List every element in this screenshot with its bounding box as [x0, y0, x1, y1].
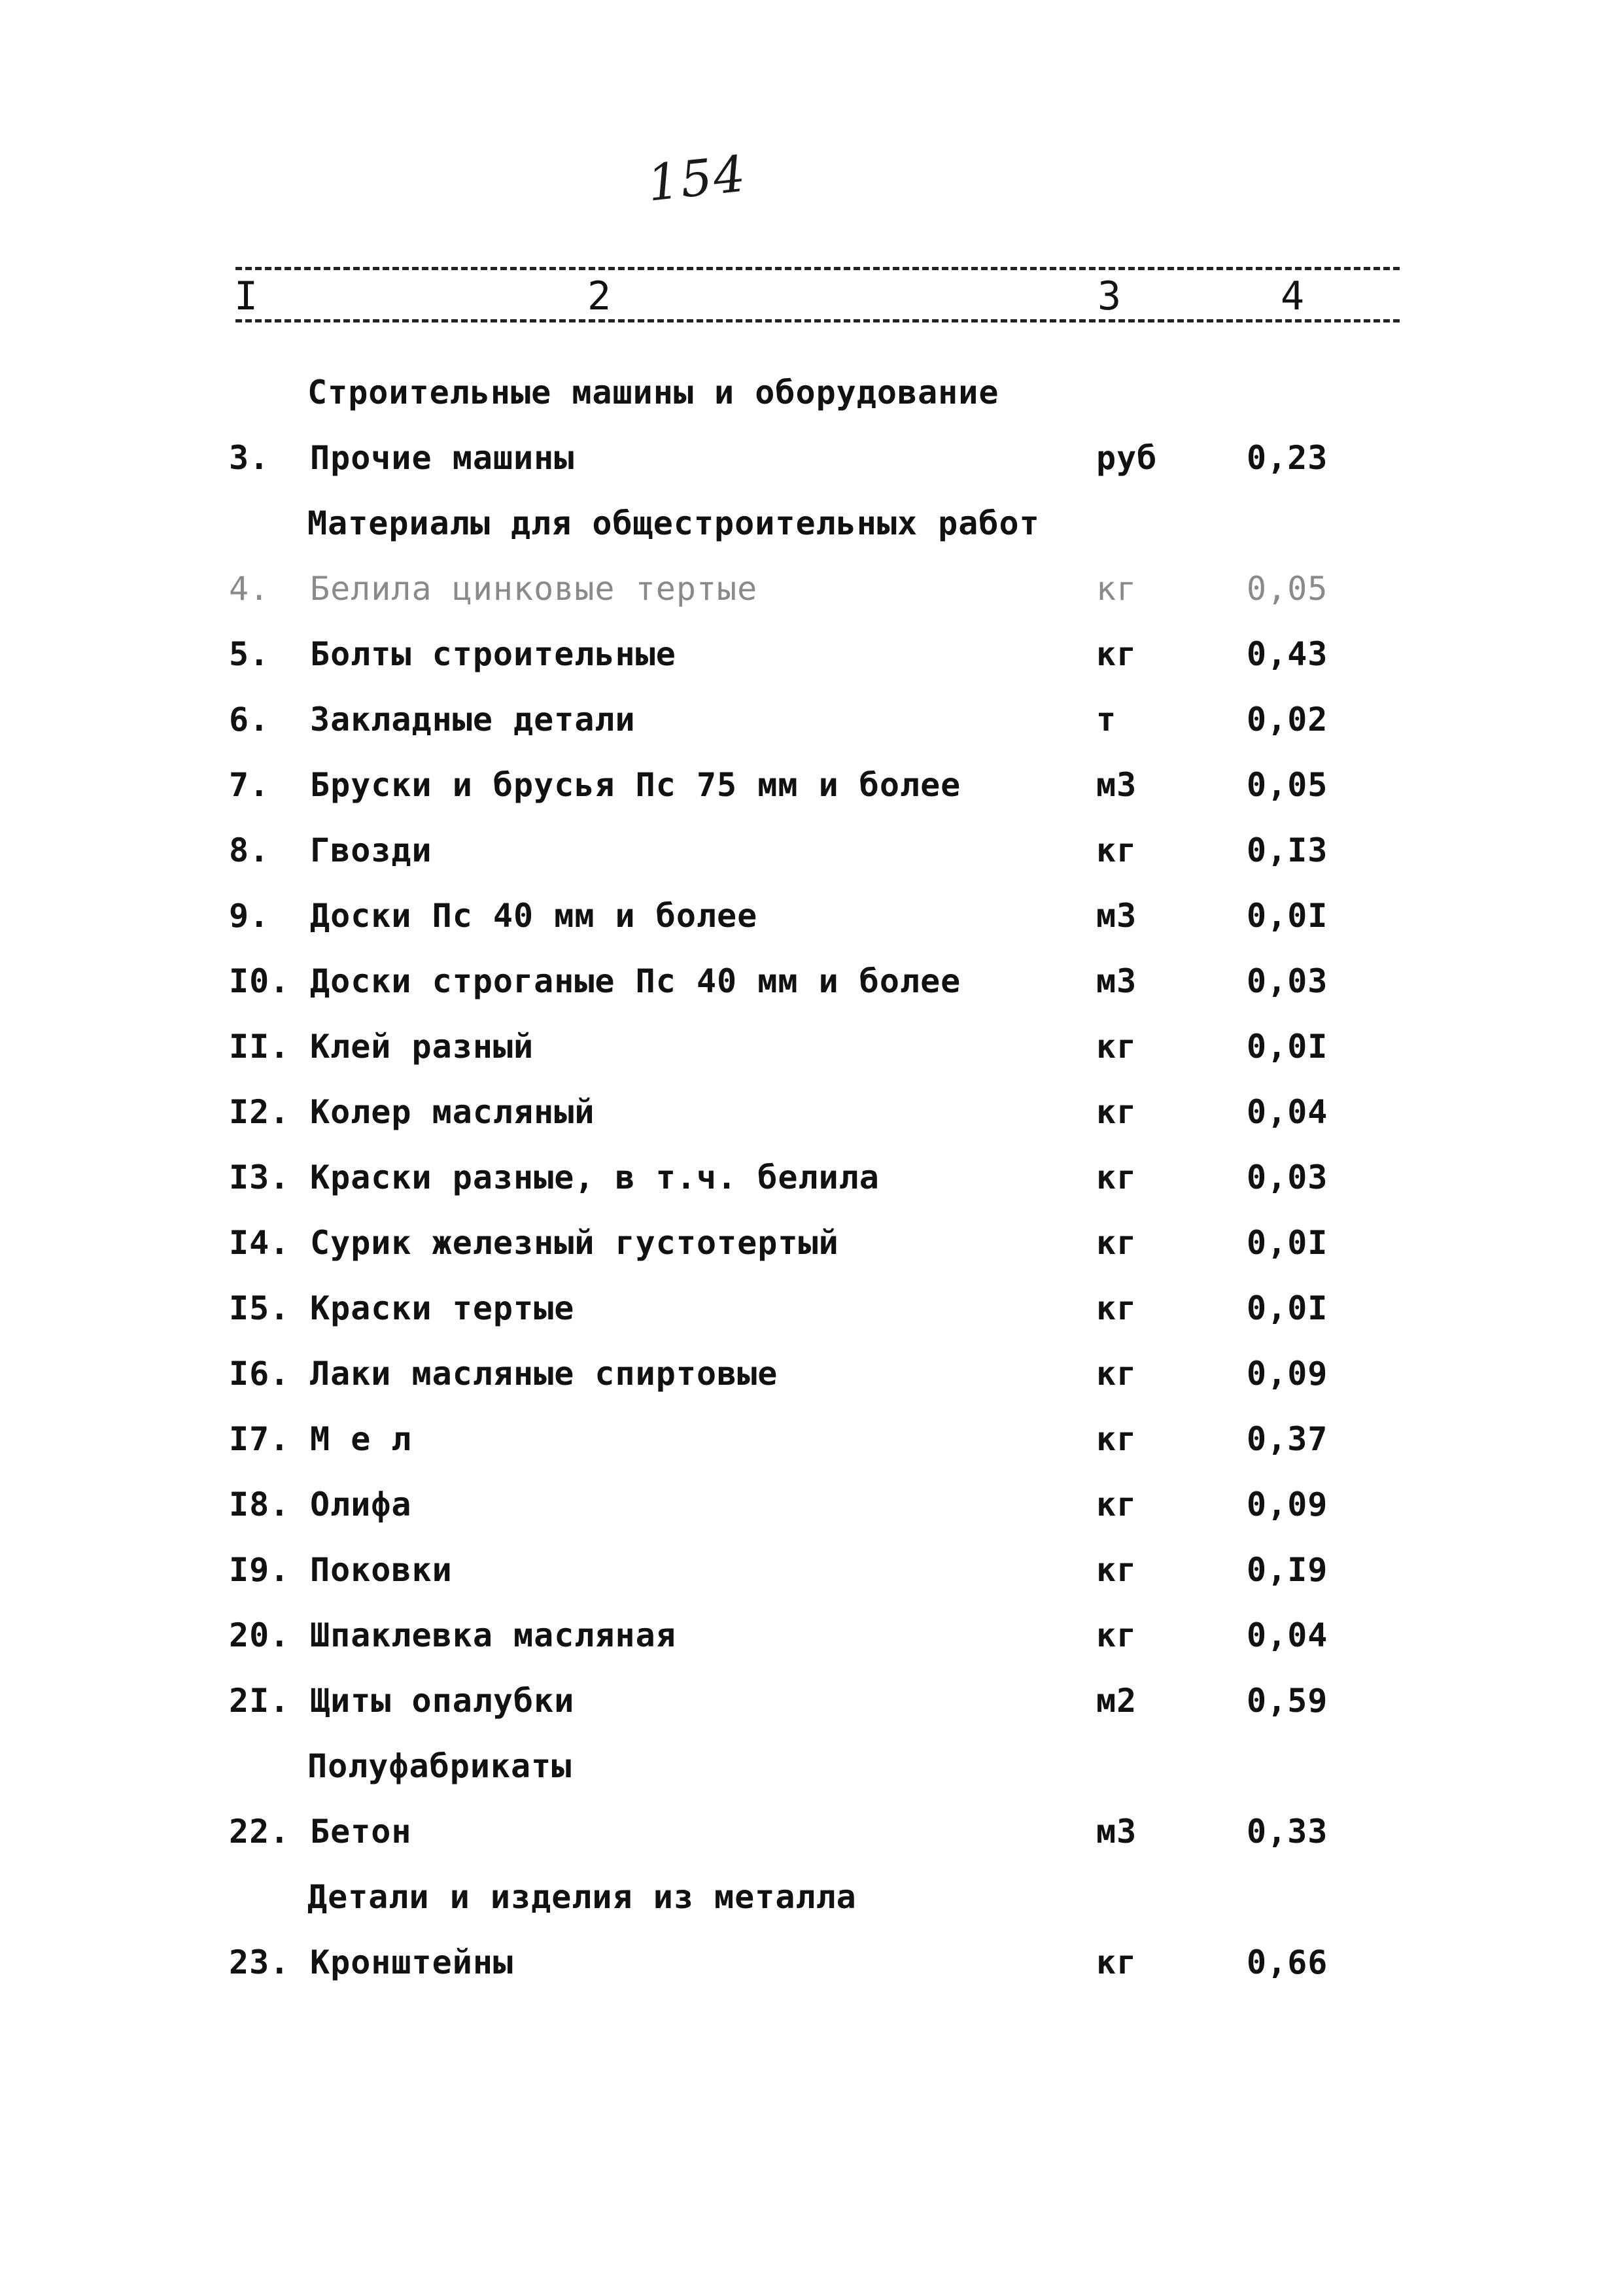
row-name: Колер масляный: [310, 1093, 595, 1131]
row-unit: руб: [1096, 439, 1158, 477]
column-header-1: I: [230, 275, 262, 318]
row-unit: м3: [1096, 1813, 1137, 1851]
row-quantity: 0,03: [1247, 962, 1328, 1000]
section-heading-row: [0, 1747, 1624, 1812]
table-row: [0, 569, 1624, 635]
row-quantity: 0,43: [1247, 635, 1328, 673]
table-row: [0, 896, 1624, 962]
row-unit: кг: [1096, 1616, 1137, 1654]
section-heading-row: [0, 1877, 1624, 1943]
row-unit: м2: [1096, 1682, 1137, 1720]
row-name: Лаки масляные спиртовые: [310, 1355, 778, 1393]
row-quantity: 0,59: [1247, 1682, 1328, 1720]
table-row: [0, 635, 1624, 700]
table-row: [0, 1223, 1624, 1289]
row-unit: кг: [1096, 1420, 1137, 1458]
row-unit: кг: [1096, 635, 1137, 673]
row-number: 9.: [229, 897, 270, 935]
row-number: 8.: [229, 831, 270, 869]
page-number: 154: [644, 144, 750, 213]
row-unit: кг: [1096, 1355, 1137, 1393]
table-row: [0, 1485, 1624, 1550]
row-name: Бетон: [310, 1813, 412, 1851]
row-unit: кг: [1096, 1093, 1137, 1131]
table-row: [0, 1092, 1624, 1158]
row-number: 3.: [229, 439, 270, 477]
row-quantity: 0,04: [1247, 1093, 1328, 1131]
row-quantity: 0,I9: [1247, 1551, 1328, 1589]
row-unit: м3: [1096, 962, 1137, 1000]
table-row: [0, 1419, 1624, 1485]
row-quantity: 0,02: [1247, 701, 1328, 739]
section-heading: Строительные машины и оборудование: [307, 374, 999, 411]
row-name: Поковки: [310, 1551, 453, 1589]
row-number: I7.: [229, 1420, 290, 1458]
table-row: [0, 1943, 1624, 2008]
row-name: М е л: [310, 1420, 412, 1458]
section-heading: Материалы для общестроительных работ: [307, 504, 1040, 542]
row-number: 22.: [229, 1813, 290, 1851]
row-quantity: 0,03: [1247, 1158, 1328, 1196]
row-number: I9.: [229, 1551, 290, 1589]
row-name: Закладные детали: [310, 701, 636, 739]
row-number: I2.: [229, 1093, 290, 1131]
row-name: Шпаклевка масляная: [310, 1616, 676, 1654]
resource-table: [0, 373, 1624, 2008]
section-heading: Полуфабрикаты: [307, 1747, 572, 1785]
row-name: Клей разный: [310, 1028, 534, 1066]
row-unit: кг: [1096, 1028, 1137, 1066]
table-row: [0, 765, 1624, 831]
row-quantity: 0,05: [1247, 570, 1328, 608]
table-row: [0, 1158, 1624, 1223]
row-number: 20.: [229, 1616, 290, 1654]
section-heading-row: [0, 504, 1624, 569]
row-quantity: 0,37: [1247, 1420, 1328, 1458]
column-header-2: 2: [583, 275, 615, 318]
column-header-3: 3: [1094, 275, 1125, 318]
row-number: I8.: [229, 1486, 290, 1523]
section-heading: Детали и изделия из металла: [307, 1878, 857, 1916]
row-name: Сурик железный густотертый: [310, 1224, 839, 1262]
row-unit: кг: [1096, 1289, 1137, 1327]
row-number: I5.: [229, 1289, 290, 1327]
row-number: II.: [229, 1028, 290, 1066]
row-number: 5.: [229, 635, 270, 673]
row-number: 6.: [229, 701, 270, 739]
row-quantity: 0,0I: [1247, 897, 1328, 935]
row-name: Краски разные, в т.ч. белила: [310, 1158, 880, 1196]
row-unit: кг: [1096, 570, 1137, 608]
row-name: Доски строганые Пс 40 мм и более: [310, 962, 961, 1000]
row-quantity: 0,23: [1247, 439, 1328, 477]
table-row: [0, 1289, 1624, 1354]
row-unit: кг: [1096, 1486, 1137, 1523]
row-quantity: 0,I3: [1247, 831, 1328, 869]
row-number: I0.: [229, 962, 290, 1000]
table-row: [0, 831, 1624, 896]
table-top-rule: [235, 267, 1400, 270]
row-unit: кг: [1096, 831, 1137, 869]
column-header-4: 4: [1277, 275, 1308, 318]
table-row: [0, 1550, 1624, 1616]
row-unit: кг: [1096, 1943, 1137, 1981]
table-row: [0, 1616, 1624, 1681]
table-row: [0, 1354, 1624, 1419]
row-quantity: 0,05: [1247, 766, 1328, 804]
row-name: Прочие машины: [310, 439, 575, 477]
section-heading-row: [0, 373, 1624, 438]
row-name: Щиты опалубки: [310, 1682, 575, 1720]
row-number: 23.: [229, 1943, 290, 1981]
table-row: [0, 1812, 1624, 1877]
row-name: Бруски и брусья Пс 75 мм и более: [310, 766, 961, 804]
row-number: 2I.: [229, 1682, 290, 1720]
row-quantity: 0,04: [1247, 1616, 1328, 1654]
row-name: Доски Пс 40 мм и более: [310, 897, 758, 935]
table-row: [0, 1681, 1624, 1747]
row-number: 7.: [229, 766, 270, 804]
row-name: Белила цинковые тертые: [310, 570, 758, 608]
row-unit: кг: [1096, 1158, 1137, 1196]
row-name: Олифа: [310, 1486, 412, 1523]
row-name: Кронштейны: [310, 1943, 514, 1981]
row-number: I6.: [229, 1355, 290, 1393]
row-quantity: 0,0I: [1247, 1028, 1328, 1066]
row-unit: м3: [1096, 766, 1137, 804]
table-row: [0, 1027, 1624, 1092]
table-header-rule: [235, 319, 1400, 322]
table-row: [0, 962, 1624, 1027]
row-name: Гвозди: [310, 831, 432, 869]
row-unit: м3: [1096, 897, 1137, 935]
row-number: 4.: [229, 570, 270, 608]
row-name: Краски тертые: [310, 1289, 575, 1327]
table-row: [0, 700, 1624, 765]
row-quantity: 0,33: [1247, 1813, 1328, 1851]
row-quantity: 0,0I: [1247, 1224, 1328, 1262]
table-row: [0, 438, 1624, 504]
row-unit: т: [1096, 701, 1117, 739]
row-unit: кг: [1096, 1224, 1137, 1262]
row-number: I3.: [229, 1158, 290, 1196]
row-name: Болты строительные: [310, 635, 676, 673]
row-quantity: 0,09: [1247, 1355, 1328, 1393]
row-quantity: 0,66: [1247, 1943, 1328, 1981]
row-number: I4.: [229, 1224, 290, 1262]
row-quantity: 0,0I: [1247, 1289, 1328, 1327]
row-quantity: 0,09: [1247, 1486, 1328, 1523]
row-unit: кг: [1096, 1551, 1137, 1589]
